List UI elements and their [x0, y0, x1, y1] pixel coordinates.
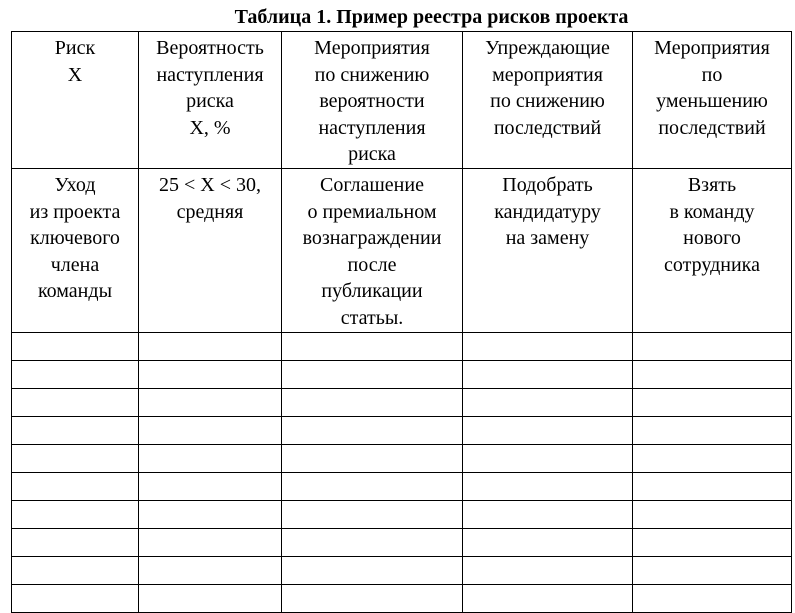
cell-probability: 25 < X < 30, средняя	[158, 174, 261, 223]
empty-table-cell	[463, 473, 633, 501]
empty-table-cell	[282, 529, 463, 557]
table-cell	[282, 169, 463, 333]
empty-table-cell	[463, 445, 633, 473]
empty-table-cell	[463, 361, 633, 389]
cell-risk: Уход из проекта ключевого члена команды	[29, 174, 121, 302]
empty-table-cell	[12, 557, 139, 585]
empty-table-cell	[633, 389, 792, 417]
empty-table-row	[12, 417, 792, 445]
empty-table-cell	[633, 333, 792, 361]
empty-table-cell	[633, 585, 792, 613]
cell-consequence-mitigation: Взять в команду нового сотрудника	[664, 174, 760, 276]
header-cell-probability	[139, 32, 282, 169]
empty-table-row	[12, 473, 792, 501]
empty-table-cell	[12, 333, 139, 361]
table-cell	[139, 169, 282, 333]
empty-table-cell	[282, 361, 463, 389]
empty-table-cell	[12, 529, 139, 557]
empty-table-cell	[463, 333, 633, 361]
empty-table-cell	[633, 473, 792, 501]
empty-table-cell	[139, 361, 282, 389]
header-text-risk: Риск X	[54, 37, 96, 86]
empty-table-cell	[12, 361, 139, 389]
empty-table-cell	[633, 417, 792, 445]
empty-table-cell	[139, 585, 282, 613]
table-cell	[633, 169, 792, 333]
empty-table-cell	[633, 361, 792, 389]
empty-table-cell	[282, 389, 463, 417]
empty-table-cell	[139, 333, 282, 361]
table-title: Таблица 1. Пример реестра рисков проекта	[234, 6, 629, 28]
empty-table-cell	[463, 585, 633, 613]
header-text-probability: Вероятность наступления риска X, %	[156, 37, 264, 139]
empty-table-cell	[139, 389, 282, 417]
empty-table-row	[12, 445, 792, 473]
header-cell-risk	[12, 32, 139, 169]
empty-table-cell	[463, 389, 633, 417]
table-cell	[12, 169, 139, 333]
table-row	[12, 169, 792, 333]
empty-table-row	[12, 585, 792, 613]
empty-table-cell	[463, 557, 633, 585]
empty-table-row	[12, 557, 792, 585]
empty-table-cell	[463, 417, 633, 445]
empty-table-cell	[282, 445, 463, 473]
cell-preventive-measures: Подобрать кандидатуру на замену	[494, 174, 601, 249]
table-cell	[463, 169, 633, 333]
empty-table-cell	[139, 557, 282, 585]
header-text-preventive-measures: Упреждающие мероприятия по снижению последствий	[485, 37, 610, 139]
empty-table-row	[12, 529, 792, 557]
empty-table-cell	[282, 473, 463, 501]
header-text-probability-reduction: Мероприятия по снижению вероятности наступления риска	[314, 37, 430, 165]
empty-table-cell	[282, 333, 463, 361]
empty-table-cell	[139, 445, 282, 473]
empty-table-cell	[282, 585, 463, 613]
empty-table-cell	[463, 529, 633, 557]
empty-table-cell	[139, 417, 282, 445]
empty-table-cell	[633, 557, 792, 585]
empty-table-cell	[633, 445, 792, 473]
empty-table-cell	[12, 445, 139, 473]
cell-probability-reduction: Соглашение о премиальном вознаграждении после публикации статьы.	[302, 174, 442, 329]
empty-table-cell	[12, 585, 139, 613]
empty-table-cell	[12, 473, 139, 501]
empty-table-cell	[282, 417, 463, 445]
empty-table-cell	[633, 501, 792, 529]
empty-table-cell	[12, 501, 139, 529]
header-cell-consequence-mitigation	[633, 32, 792, 169]
empty-table-cell	[12, 389, 139, 417]
empty-table-cell	[139, 529, 282, 557]
empty-table-row	[12, 501, 792, 529]
header-row	[12, 32, 792, 169]
risk-register-table	[11, 31, 792, 613]
empty-table-row	[12, 333, 792, 361]
empty-table-cell	[12, 417, 139, 445]
empty-table-cell	[633, 529, 792, 557]
empty-table-cell	[282, 557, 463, 585]
header-cell-preventive-measures	[463, 32, 633, 169]
empty-table-row	[12, 389, 792, 417]
header-cell-probability-reduction	[282, 32, 463, 169]
header-text-consequence-mitigation: Мероприятия по уменьшению последствий	[654, 37, 770, 139]
empty-table-cell	[282, 501, 463, 529]
empty-table-cell	[463, 501, 633, 529]
empty-table-cell	[139, 501, 282, 529]
empty-table-row	[12, 361, 792, 389]
empty-table-cell	[139, 473, 282, 501]
